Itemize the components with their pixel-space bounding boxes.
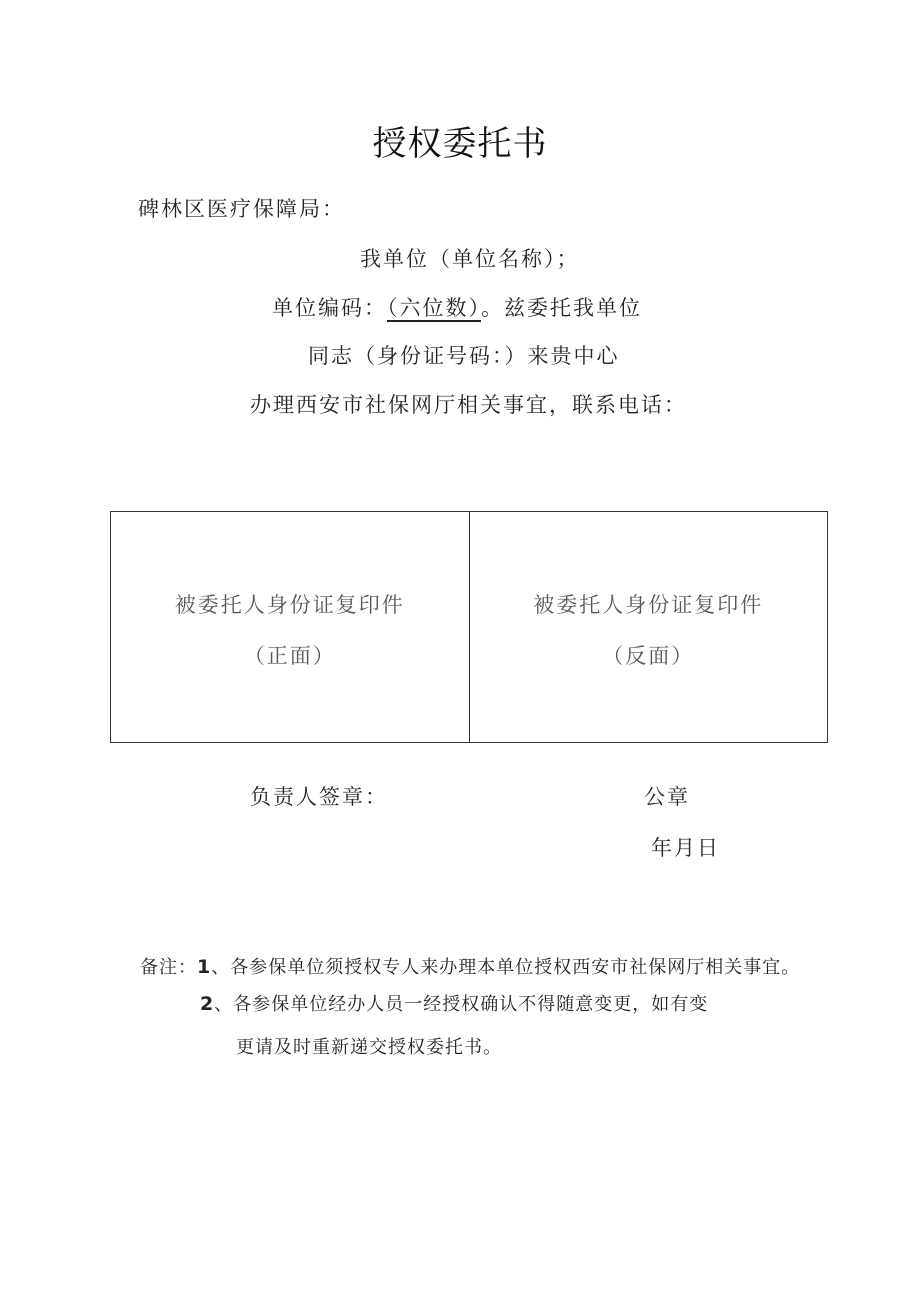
body-line-purpose: 办理西安市社保网厅相关事宜，联系电话：	[250, 393, 687, 417]
body-line-id-number: 同志（身份证号码：）来贵中心	[308, 344, 620, 368]
signature-label: 负责人签章：	[250, 785, 388, 809]
id-copy-back-label: 被委托人身份证复印件	[533, 593, 764, 617]
unit-code-label: 单位编码：	[272, 296, 387, 320]
seal-label: 公章	[644, 785, 690, 809]
note-item-2-continued: 更请及时重新递交授权委托书。	[236, 1037, 502, 1058]
id-copy-back-side: （反面）	[602, 644, 695, 668]
id-copy-front-cell	[111, 512, 469, 742]
note-item-2	[200, 990, 708, 1016]
note-1-number: 1	[197, 956, 212, 978]
note-1-text: 、各参保单位须授权专人来办理本单位授权西安市社保网厅相关事宜。	[211, 957, 801, 978]
id-copy-front-label: 被委托人身份证复印件	[174, 593, 405, 617]
body-line-unit-code	[272, 292, 642, 322]
notes-prefix: 备注：	[140, 957, 197, 978]
unit-code-suffix: 。兹委托我单位	[481, 296, 642, 320]
unit-code-blank: （六位数）	[387, 296, 481, 320]
note-item-1	[140, 953, 800, 979]
note-2-text: 、各参保单位经办人员一经授权确认不得随意变更，如有变	[214, 994, 709, 1015]
id-copy-back-cell	[469, 512, 828, 742]
date-label: 年月日	[651, 836, 720, 860]
id-copy-front-side: （正面）	[243, 644, 336, 668]
id-copy-table	[110, 511, 828, 743]
note-2-number: 2	[200, 993, 215, 1015]
document-title: 授权委托书	[372, 124, 548, 164]
body-line-unit-name: 我单位（单位名称）；	[360, 247, 580, 271]
addressee: 碑林区医疗保障局：	[138, 197, 345, 221]
